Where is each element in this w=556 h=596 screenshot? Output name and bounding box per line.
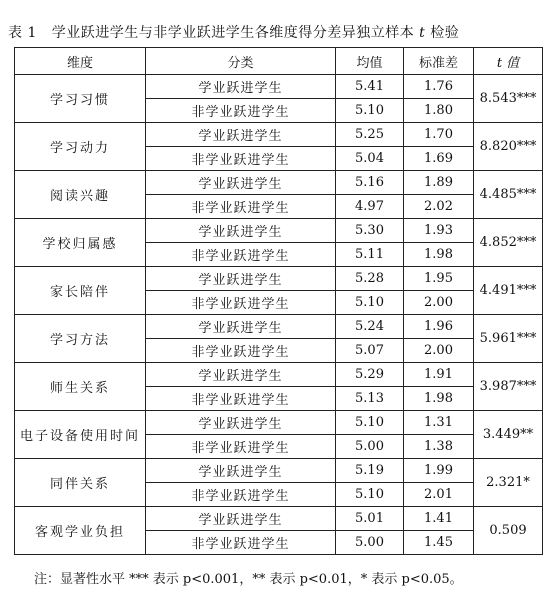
group-cell: 学业跃进学生 <box>146 267 336 291</box>
mean-cell: 5.10 <box>336 483 404 507</box>
table-row <box>15 267 543 291</box>
dimension-cell: 电子设备使用时间 <box>15 411 146 459</box>
caption-title-suffix: 检验 <box>430 25 460 41</box>
t-value-cell: 4.491*** <box>474 267 543 315</box>
dimension-cell: 客观学业负担 <box>15 507 146 555</box>
t-value-cell: 3.449** <box>474 411 543 459</box>
mean-cell: 5.30 <box>336 219 404 243</box>
sd-cell: 1.38 <box>404 435 474 459</box>
t-value-cell: 0.509 <box>474 507 543 555</box>
group-cell: 学业跃进学生 <box>146 123 336 147</box>
mean-cell: 5.25 <box>336 123 404 147</box>
group-cell: 学业跃进学生 <box>146 75 336 99</box>
t-value-cell: 3.987*** <box>474 363 543 411</box>
sd-cell: 1.96 <box>404 315 474 339</box>
group-cell: 非学业跃进学生 <box>146 147 336 171</box>
table-header-row <box>15 48 543 75</box>
caption-label: 表 1 <box>8 25 37 41</box>
mean-cell: 5.19 <box>336 459 404 483</box>
table-row <box>15 219 543 243</box>
table-row <box>15 363 543 387</box>
header-t-value: t 值 <box>474 48 543 75</box>
t-value-cell: 8.820*** <box>474 123 543 171</box>
sd-cell: 1.45 <box>404 531 474 555</box>
significance-note: 注：显著性水平 *** 表示 p<0.001，** 表示 p<0.01，* 表示 p<0.05。 <box>34 572 463 587</box>
t-test-table <box>14 47 543 555</box>
dimension-cell: 学习习惯 <box>15 75 146 123</box>
t-value-cell: 5.961*** <box>474 315 543 363</box>
sd-cell: 1.31 <box>404 411 474 435</box>
group-cell: 学业跃进学生 <box>146 219 336 243</box>
mean-cell: 5.00 <box>336 435 404 459</box>
table-body <box>15 75 543 555</box>
group-cell: 学业跃进学生 <box>146 459 336 483</box>
group-cell: 非学业跃进学生 <box>146 195 336 219</box>
sd-cell: 1.76 <box>404 75 474 99</box>
mean-cell: 5.07 <box>336 339 404 363</box>
dimension-cell: 学校归属感 <box>15 219 146 267</box>
sd-cell: 1.70 <box>404 123 474 147</box>
dimension-cell: 学习动力 <box>15 123 146 171</box>
group-cell: 学业跃进学生 <box>146 507 336 531</box>
table-caption <box>8 22 459 42</box>
t-value-cell: 4.485*** <box>474 171 543 219</box>
table-row <box>15 459 543 483</box>
header-group: 分类 <box>146 48 336 75</box>
mean-cell: 5.00 <box>336 531 404 555</box>
mean-cell: 5.10 <box>336 291 404 315</box>
mean-cell: 5.10 <box>336 411 404 435</box>
group-cell: 非学业跃进学生 <box>146 531 336 555</box>
group-cell: 非学业跃进学生 <box>146 243 336 267</box>
group-cell: 学业跃进学生 <box>146 363 336 387</box>
header-dimension: 维度 <box>15 48 146 75</box>
caption-t-symbol: t <box>419 25 426 41</box>
group-cell: 非学业跃进学生 <box>146 291 336 315</box>
sd-cell: 1.69 <box>404 147 474 171</box>
group-cell: 学业跃进学生 <box>146 171 336 195</box>
sd-cell: 1.89 <box>404 171 474 195</box>
sd-cell: 1.93 <box>404 219 474 243</box>
group-cell: 学业跃进学生 <box>146 411 336 435</box>
group-cell: 非学业跃进学生 <box>146 435 336 459</box>
mean-cell: 5.16 <box>336 171 404 195</box>
mean-cell: 5.28 <box>336 267 404 291</box>
sd-cell: 2.01 <box>404 483 474 507</box>
sd-cell: 2.00 <box>404 339 474 363</box>
table-row <box>15 507 543 531</box>
t-value-cell: 4.852*** <box>474 219 543 267</box>
sd-cell: 1.95 <box>404 267 474 291</box>
group-cell: 非学业跃进学生 <box>146 339 336 363</box>
group-cell: 学业跃进学生 <box>146 315 336 339</box>
mean-cell: 5.24 <box>336 315 404 339</box>
sd-cell: 1.41 <box>404 507 474 531</box>
group-cell: 非学业跃进学生 <box>146 483 336 507</box>
mean-cell: 5.10 <box>336 99 404 123</box>
header-mean: 均值 <box>336 48 404 75</box>
dimension-cell: 家长陪伴 <box>15 267 146 315</box>
sd-cell: 1.99 <box>404 459 474 483</box>
dimension-cell: 阅读兴趣 <box>15 171 146 219</box>
mean-cell: 5.13 <box>336 387 404 411</box>
sd-cell: 1.98 <box>404 243 474 267</box>
mean-cell: 5.11 <box>336 243 404 267</box>
sd-cell: 1.98 <box>404 387 474 411</box>
table-row <box>15 411 543 435</box>
sd-cell: 2.00 <box>404 291 474 315</box>
table-row <box>15 123 543 147</box>
header-sd: 标准差 <box>404 48 474 75</box>
table-row <box>15 75 543 99</box>
mean-cell: 5.04 <box>336 147 404 171</box>
mean-cell: 4.97 <box>336 195 404 219</box>
sd-cell: 2.02 <box>404 195 474 219</box>
dimension-cell: 学习方法 <box>15 315 146 363</box>
table-row <box>15 171 543 195</box>
table-row <box>15 315 543 339</box>
sd-cell: 1.91 <box>404 363 474 387</box>
t-value-cell: 8.543*** <box>474 75 543 123</box>
mean-cell: 5.41 <box>336 75 404 99</box>
mean-cell: 5.01 <box>336 507 404 531</box>
dimension-cell: 同伴关系 <box>15 459 146 507</box>
sd-cell: 1.80 <box>404 99 474 123</box>
dimension-cell: 师生关系 <box>15 363 146 411</box>
group-cell: 非学业跃进学生 <box>146 99 336 123</box>
group-cell: 非学业跃进学生 <box>146 387 336 411</box>
mean-cell: 5.29 <box>336 363 404 387</box>
caption-title: 学业跃进学生与非学业跃进学生各维度得分差异独立样本 <box>51 25 415 41</box>
t-value-cell: 2.321* <box>474 459 543 507</box>
